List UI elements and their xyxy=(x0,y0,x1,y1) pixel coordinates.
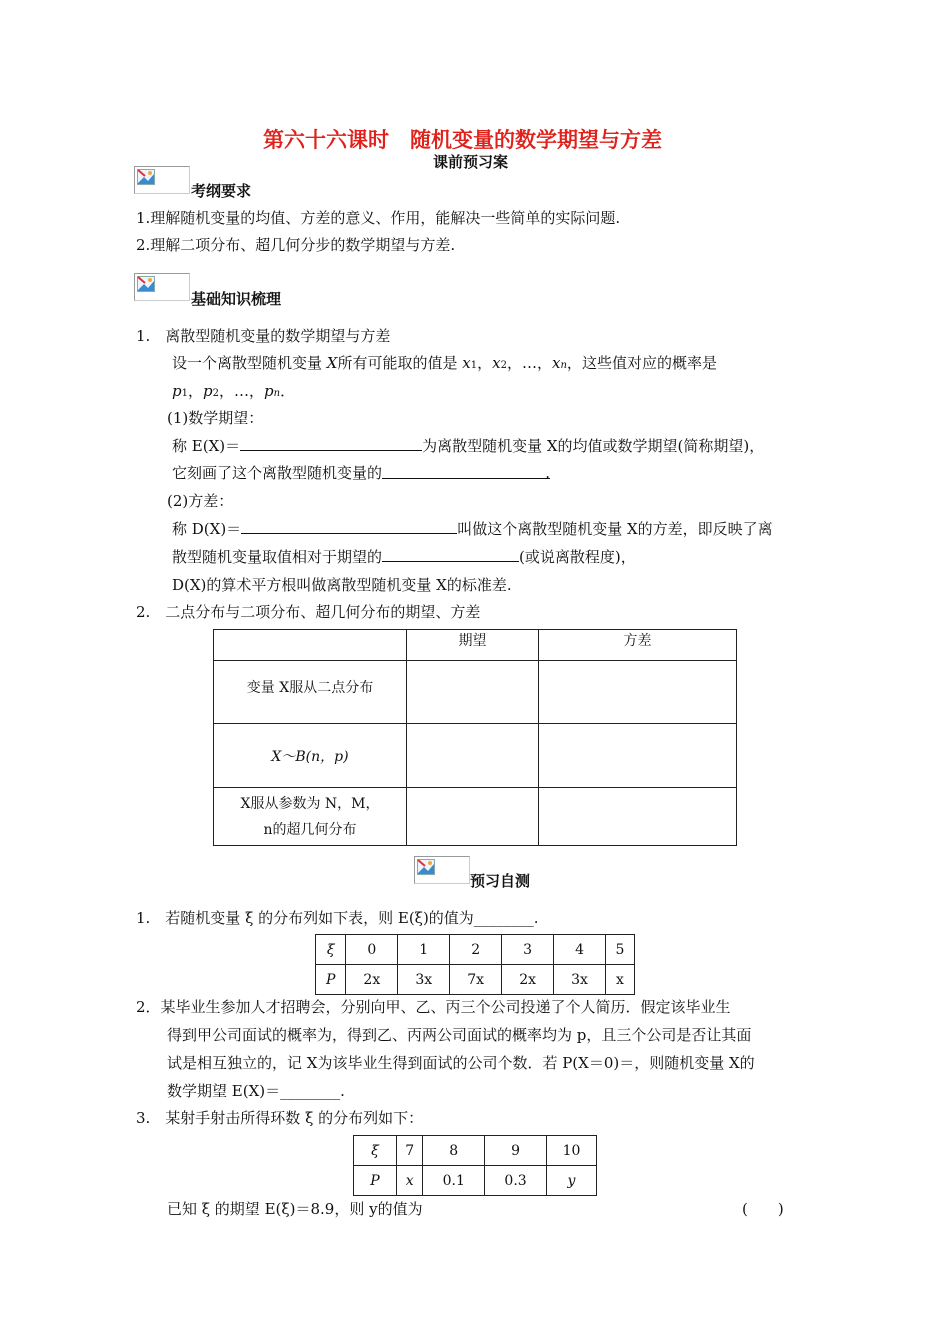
table-cell: ξ xyxy=(316,935,346,965)
page-subtitle: 课前预习案 xyxy=(433,153,509,171)
var-x: X xyxy=(326,354,338,372)
problem-2-line-4: 数学期望 E(X)＝________. xyxy=(167,1082,345,1100)
problem-1-table xyxy=(315,934,635,995)
table-cell: 5 xyxy=(605,935,634,965)
table-header-expectation: 期望 xyxy=(407,630,539,661)
problem-1: 1. 若随机变量 ξ 的分布列如下表，则 E(ξ)的值为________. xyxy=(136,909,539,927)
table-cell: 4 xyxy=(554,935,606,965)
syllabus-line-2: 2.理解二项分布、超几何分步的数学期望与方差. xyxy=(136,236,456,254)
table-cell: 2x xyxy=(346,965,398,995)
table-cell-empty[interactable] xyxy=(407,724,539,788)
table-cell: 8 xyxy=(423,1136,485,1166)
table-cell: 2x xyxy=(502,965,554,995)
table-cell: y xyxy=(546,1166,596,1196)
variance-blank[interactable] xyxy=(241,519,457,534)
subheading-variance: (2)方差： xyxy=(167,492,234,510)
syllabus-line-1: 1.理解随机变量的均值、方差的意义、作用，能解决一些简单的实际问题. xyxy=(136,209,621,227)
table-cell-empty[interactable] xyxy=(407,661,539,724)
page-title: 第六十六课时 随机变量的数学期望与方差 xyxy=(263,128,662,152)
expectation-line xyxy=(172,435,764,456)
problem-2-line-3: 试是相互独立的，记 X为该毕业生得到面试的公司个数．若 P(X＝0)＝，则随机变量 X的 xyxy=(167,1054,755,1072)
table-cell: 1 xyxy=(398,935,450,965)
table-cell: 0.3 xyxy=(485,1166,547,1196)
probabilities-end: ． xyxy=(280,382,296,400)
table-cell: x xyxy=(397,1166,423,1196)
section-heading-knowledge: 基础知识梳理 xyxy=(191,290,282,308)
table-cell: 10 xyxy=(546,1136,596,1166)
variance-text-c: 散型随机变量取值相对于期望的 xyxy=(172,548,383,566)
table-header-variance: 方差 xyxy=(539,630,737,661)
variance-line xyxy=(172,518,773,539)
problem-2-line-1: 2．某毕业生参加人才招聘会，分别向甲、乙、丙三个公司投递了个人简历．假定该毕业生 xyxy=(136,998,731,1016)
ellipsis: ，…， xyxy=(506,354,552,372)
table-header-empty xyxy=(214,630,407,661)
problem-3-question: 已知 ξ 的期望 E(ξ)＝8.9，则 y的值为 xyxy=(167,1200,423,1218)
problem-3-table xyxy=(353,1135,597,1196)
table-cell: 2 xyxy=(450,935,502,965)
table-row-binomial: X～B(n，p) xyxy=(214,724,407,788)
table-cell-empty[interactable] xyxy=(407,788,539,846)
table-cell: 3x xyxy=(398,965,450,995)
table-cell: x xyxy=(605,965,634,995)
broken-image-icon xyxy=(134,273,190,301)
expectation-line-2 xyxy=(172,462,550,483)
table-cell: 7 xyxy=(397,1136,423,1166)
problem-2-line-2: 得到甲公司面试的概率为，得到乙、丙两公司面试的概率均为 p，且三个公司是否让其面 xyxy=(167,1026,752,1044)
table-cell: P xyxy=(316,965,346,995)
expectation-text-b: 为离散型随机变量 X的均值或数学期望(简称期望)， xyxy=(422,437,765,455)
setup-text-a: 设一个离散型随机变量 xyxy=(172,354,323,372)
table-cell: 7x xyxy=(450,965,502,995)
table-cell: 0.1 xyxy=(423,1166,485,1196)
variance-line-2 xyxy=(172,546,636,567)
knowledge-item-2-title: 2. 二点分布与二项分布、超几何分布的期望、方差 xyxy=(136,603,481,621)
table-row-hypergeometric xyxy=(214,788,407,846)
answer-parentheses[interactable]: ( ) xyxy=(742,1200,784,1218)
table-cell: 0 xyxy=(346,935,398,965)
problem-3: 3. 某射手射击所得环数 ξ 的分布列如下： xyxy=(136,1109,424,1127)
probabilities-line: p1，p2，…，pn． xyxy=(172,382,296,400)
setup-text-c: 这些值对应的概率是 xyxy=(581,354,717,372)
expectation-meaning-blank[interactable] xyxy=(382,464,551,482)
distribution-table xyxy=(213,629,737,846)
knowledge-item-1-title: 1. 离散型随机变量的数学期望与方差 xyxy=(136,327,391,345)
expectation-blank[interactable] xyxy=(240,436,422,451)
expectation-text-c: 它刻画了这个离散型随机变量的 xyxy=(172,464,383,482)
expectation-text-a: 称 E(X)＝ xyxy=(172,437,241,455)
table-cell-empty[interactable] xyxy=(539,724,737,788)
table-cell: 9 xyxy=(485,1136,547,1166)
setup-line: 设一个离散型随机变量 X所有可能取的值是 x1，x2，…，xn，这些值对应的概率是 xyxy=(172,354,717,372)
subheading-expectation: (1)数学期望： xyxy=(167,409,264,427)
variance-text-d: (或说离散程度)， xyxy=(519,548,636,566)
table-cell: 3 xyxy=(502,935,554,965)
table-cell: 3x xyxy=(554,965,606,995)
std-dev-line: D(X)的算术平方根叫做离散型随机变量 X的标准差. xyxy=(172,576,512,594)
hypergeometric-line-2: n的超几何分布 xyxy=(263,821,357,838)
table-row-two-point: 变量 X服从二点分布 xyxy=(214,661,407,724)
dispersion-blank[interactable] xyxy=(382,547,519,562)
section-heading-syllabus: 考纲要求 xyxy=(191,182,252,200)
variance-text-a: 称 D(X)＝ xyxy=(172,520,242,538)
table-cell-empty[interactable] xyxy=(539,661,737,724)
blank-period: . xyxy=(545,464,551,482)
setup-text-b: 所有可能取的值是 xyxy=(337,354,458,372)
table-cell: ξ xyxy=(354,1136,397,1166)
variance-text-b: 叫做这个离散型随机变量 X的方差，即反映了离 xyxy=(457,520,773,538)
table-cell-empty[interactable] xyxy=(539,788,737,846)
broken-image-icon xyxy=(414,856,470,884)
table-cell: P xyxy=(354,1166,397,1196)
hypergeometric-line-1: X服从参数为 N，M， xyxy=(240,795,380,812)
broken-image-icon xyxy=(134,166,190,194)
section-heading-self-test: 预习自测 xyxy=(470,872,531,890)
